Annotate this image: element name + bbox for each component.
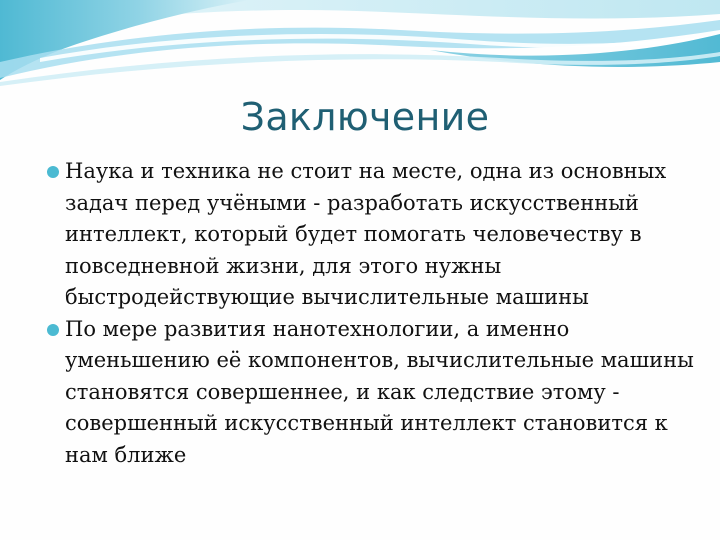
bullet-dot-icon: [47, 166, 59, 178]
slide-title: Заключение: [240, 95, 490, 139]
bullet-item: [44, 314, 694, 472]
bullet-item: [44, 156, 694, 314]
bullet-dot-icon: [47, 324, 59, 336]
wave-header-decoration: [0, 0, 720, 90]
bullet-text: По мере развития нанотехнологии, а именно уменьшению её компонентов, вычислительные машины становятся совершеннее, и как следствие этому - совершенный искусственный интеллект становится к нам ближе: [65, 316, 694, 467]
bullet-list: [44, 156, 694, 471]
bullet-text: Наука и техника не стоит на месте, одна из основных задач перед учёными - разработать искусственный интеллект, который будет помогать человечеству в повседневной жизни, для этого нужны быстродействующие вычислительные машины: [65, 159, 667, 309]
